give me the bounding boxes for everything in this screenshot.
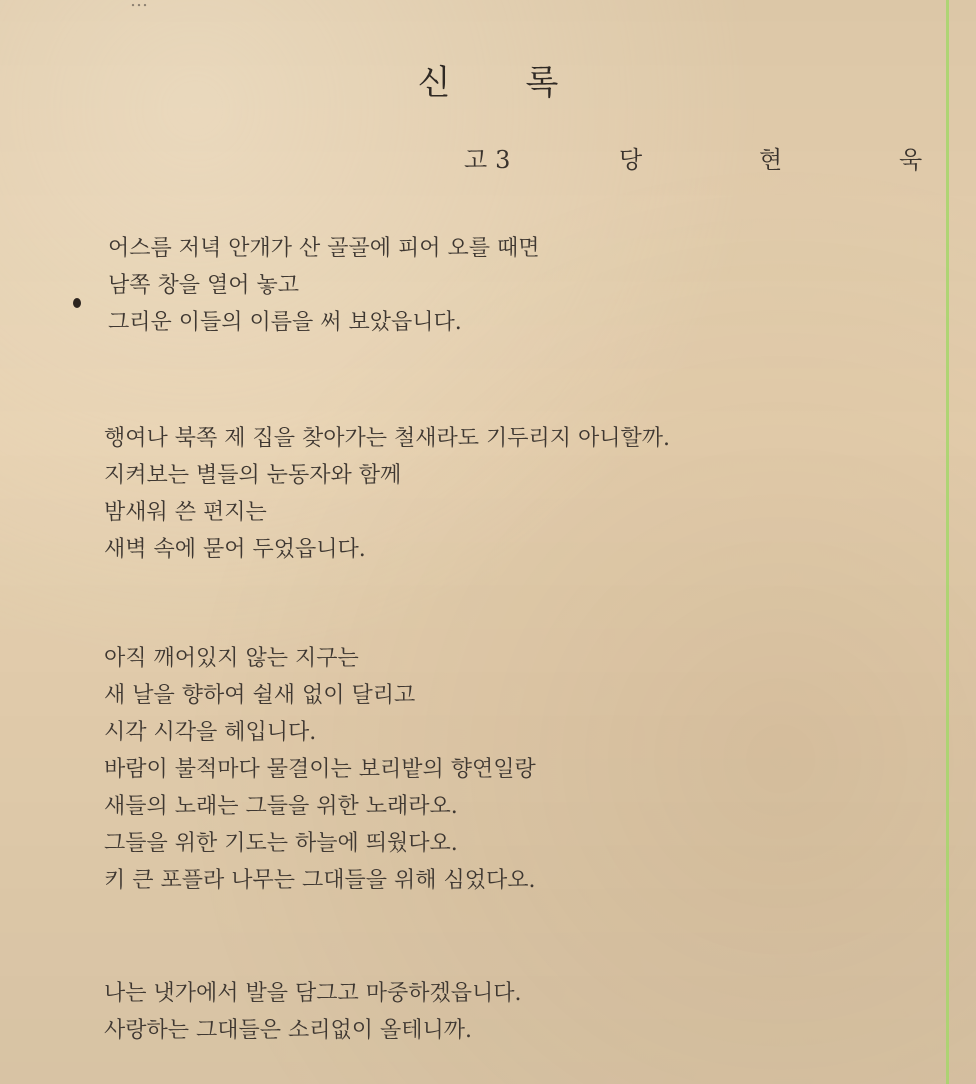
poem-line: 시각 시각을 헤입니다.	[104, 720, 317, 745]
ink-spot	[73, 298, 81, 308]
right-margin-rule	[946, 0, 949, 1084]
stanza-4	[104, 975, 864, 1049]
poem-line: 바람이 불적마다 물결이는 보리밭의 향연일랑	[104, 757, 536, 782]
poem-line: 행여나 북쪽 제 집을 찾아가는 철새라도 기두리지 아니할까.	[104, 426, 670, 451]
poem-line: 새들의 노래는 그들을 위한 노래라오.	[104, 794, 458, 819]
poem-line: 사랑하는 그대들은 소리없이 올테니까.	[104, 1018, 473, 1043]
poem-line: 남쪽 창을 열어 놓고	[108, 273, 299, 298]
poem-line: 아직 깨어있지 않는 지구는	[104, 646, 359, 671]
poem-line: 새 날을 향하여 쉴새 없이 달리고	[104, 683, 416, 708]
poem-title: 신록	[417, 63, 634, 103]
author-name-char-3: 욱	[899, 146, 923, 174]
author-name-char-1: 당	[619, 146, 643, 174]
poem-line: 어스름 저녁 안개가 산 골골에 피어 오를 때면	[108, 236, 540, 261]
cut-off-header-text: …	[130, 0, 158, 11]
poem-line: 그리운 이들의 이름을 써 보았읍니다.	[108, 310, 462, 335]
poem-line: 그들을 위한 기도는 하늘에 띄웠다오.	[104, 831, 458, 856]
stanza-1	[108, 230, 868, 341]
poem-line: 새벽 속에 묻어 두었읍니다.	[104, 537, 366, 562]
poem-line: 지켜보는 별들의 눈동자와 함께	[104, 463, 402, 488]
poem-line: 키 큰 포플라 나무는 그대들을 위해 심었다오.	[104, 868, 536, 893]
poem-line: 나는 냇가에서 발을 담그고 마중하겠읍니다.	[104, 981, 522, 1006]
stanza-2	[104, 420, 864, 568]
author-byline	[464, 140, 976, 175]
stanza-3	[104, 640, 864, 899]
poem-line: 밤새워 쓴 편지는	[104, 500, 267, 525]
author-grade: 고3	[464, 146, 519, 174]
author-name-char-2: 현	[759, 146, 783, 174]
